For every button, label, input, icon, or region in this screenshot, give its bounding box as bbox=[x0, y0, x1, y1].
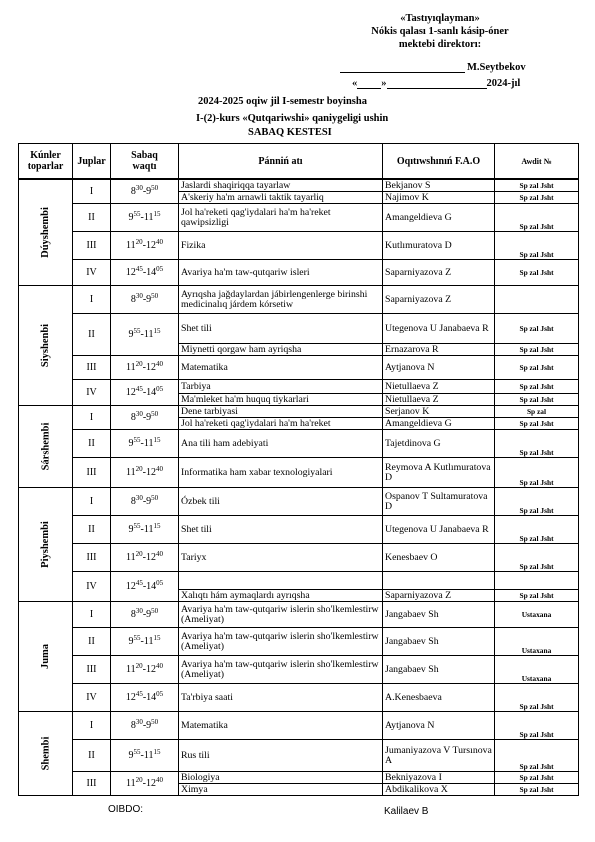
subject-name: Informatika ham xabar texnologiyalari bbox=[179, 458, 383, 488]
pair-number: III bbox=[73, 458, 111, 488]
subject-name: Dene tarbiyasi bbox=[179, 406, 383, 418]
subject-name: Matematika bbox=[179, 356, 383, 380]
teacher-name: Ernazarova R bbox=[383, 344, 495, 356]
table-row bbox=[19, 488, 579, 516]
header-room: Awdit № bbox=[495, 144, 579, 180]
subject-name: Tariyx bbox=[179, 544, 383, 572]
subject-name bbox=[179, 572, 383, 590]
room-number: Sp zal bbox=[495, 406, 579, 418]
table-row bbox=[19, 628, 579, 656]
lesson-time: $9^{55}-11^{15}$ bbox=[111, 314, 179, 356]
lesson-time: $12^{45}-14^{05}$ bbox=[111, 380, 179, 406]
table-row bbox=[19, 356, 579, 380]
pair-number: III bbox=[73, 356, 111, 380]
table-row bbox=[19, 179, 579, 192]
doc-title-course: I-(2)-kurs «Qutqariwshi» qaniygeligi ushin bbox=[196, 113, 389, 124]
table-header-row bbox=[19, 144, 579, 180]
lesson-time: $11^{20}-12^{40}$ bbox=[111, 544, 179, 572]
day-name: Juma bbox=[40, 643, 51, 670]
date-year: 2024-jıl bbox=[486, 78, 521, 89]
lesson-time: $8^{30}-9^{50}$ bbox=[111, 712, 179, 740]
subject-name: Jol ha'reketi qag'iydalari ha'm ha'reket qawipsizligi bbox=[179, 204, 383, 232]
table-row bbox=[19, 260, 579, 286]
table-row bbox=[19, 740, 579, 772]
teacher-name: Abdikalikova X bbox=[383, 784, 495, 796]
room-number bbox=[495, 572, 579, 590]
table-row bbox=[19, 314, 579, 344]
pair-number: II bbox=[73, 740, 111, 772]
subject-name: Avariya ha'm taw-qutqariw isleri bbox=[179, 260, 383, 286]
pair-number: I bbox=[73, 286, 111, 314]
teacher-name: Najimov K bbox=[383, 192, 495, 204]
subject-name: Ximya bbox=[179, 784, 383, 796]
room-number: Sp zal Jsht bbox=[495, 204, 579, 232]
table-row bbox=[19, 516, 579, 544]
teacher-name: Jangabaev Sh bbox=[383, 656, 495, 684]
table-row bbox=[19, 204, 579, 232]
table-row bbox=[19, 406, 579, 418]
teacher-name: Amangeldieva G bbox=[383, 204, 495, 232]
teacher-name: Utegenova U Janabaeva R bbox=[383, 516, 495, 544]
table-row bbox=[19, 572, 579, 590]
teacher-name: Jangabaev Sh bbox=[383, 628, 495, 656]
lesson-time: $9^{55}-11^{15}$ bbox=[111, 516, 179, 544]
pair-number: I bbox=[73, 602, 111, 628]
subject-name: Ma'mleket ha'm huquq tiykarlari bbox=[179, 394, 383, 406]
table-row bbox=[19, 286, 579, 314]
approval-line: mektebi direktorı: bbox=[398, 39, 482, 50]
header-days: Kúnler toparlar bbox=[19, 144, 73, 180]
teacher-name: Utegenova U Janabaeva R bbox=[383, 314, 495, 344]
table-row bbox=[19, 712, 579, 740]
approval-line: «Tastıyıqlayman» bbox=[400, 13, 480, 24]
pair-number: III bbox=[73, 772, 111, 796]
room-number: Sp zal Jsht bbox=[495, 179, 579, 192]
subject-name: Tarbiya bbox=[179, 380, 383, 394]
room-number: Sp zal Jsht bbox=[495, 740, 579, 772]
document-header bbox=[0, 0, 595, 140]
pair-number: II bbox=[73, 516, 111, 544]
header-pairs: Juplar bbox=[73, 144, 111, 180]
pair-number: IV bbox=[73, 260, 111, 286]
schedule-body bbox=[19, 179, 579, 796]
subject-name: Ana tili ham adebiyati bbox=[179, 430, 383, 458]
table-row bbox=[19, 772, 579, 784]
table-row bbox=[19, 656, 579, 684]
lesson-time: $11^{20}-12^{40}$ bbox=[111, 772, 179, 796]
day-name: Dúyshembi bbox=[39, 207, 51, 258]
subject-name: Fizika bbox=[179, 232, 383, 260]
day-name-cell bbox=[19, 602, 73, 712]
pair-number: I bbox=[73, 712, 111, 740]
lesson-time: $12^{45}-14^{05}$ bbox=[111, 260, 179, 286]
doc-title-semester: 2024-2025 oqiw jil I-semestr boyinsha bbox=[198, 96, 367, 107]
room-number: Sp zal Jsht bbox=[495, 418, 579, 430]
room-number: Sp zal Jsht bbox=[495, 344, 579, 356]
subject-name: Jol ha'reketi qag'iydalari ha'm ha'reket bbox=[179, 418, 383, 430]
lesson-time: $8^{30}-9^{50}$ bbox=[111, 406, 179, 430]
pair-number: II bbox=[73, 430, 111, 458]
signature-rule bbox=[340, 62, 465, 73]
room-number: Sp zal Jsht bbox=[495, 314, 579, 344]
lesson-time: $9^{55}-11^{15}$ bbox=[111, 430, 179, 458]
subject-name: Ayrıqsha jağdaylardan jábirlengenlerge birinshi medicinalıq járdem kórsetiw bbox=[179, 286, 383, 314]
subject-name: Matematika bbox=[179, 712, 383, 740]
room-number: Sp zal Jsht bbox=[495, 684, 579, 712]
table-row bbox=[19, 380, 579, 394]
subject-name: Xalıqtı hám aymaqlardı ayrıqsha bbox=[179, 590, 383, 602]
day-name: Shembi bbox=[40, 736, 51, 771]
table-row bbox=[19, 544, 579, 572]
day-name-cell bbox=[19, 179, 73, 286]
pair-number: III bbox=[73, 232, 111, 260]
room-number: Sp zal Jsht bbox=[495, 488, 579, 516]
pair-number: IV bbox=[73, 572, 111, 602]
lesson-time: $8^{30}-9^{50}$ bbox=[111, 488, 179, 516]
pair-number: I bbox=[73, 406, 111, 430]
subject-name: Ózbek tili bbox=[179, 488, 383, 516]
day-name: Siyshenbi bbox=[39, 323, 51, 368]
teacher-name: Ospanov T Sultamuratova D bbox=[383, 488, 495, 516]
room-number: Sp zal Jsht bbox=[495, 380, 579, 394]
subject-name: Shet tili bbox=[179, 314, 383, 344]
pair-number: IV bbox=[73, 684, 111, 712]
subject-name: Biologiya bbox=[179, 772, 383, 784]
room-number: Sp zal Jsht bbox=[495, 430, 579, 458]
pair-number: IV bbox=[73, 380, 111, 406]
room-number: Ustaxana bbox=[495, 602, 579, 628]
pair-number: III bbox=[73, 544, 111, 572]
footer-oibdo-label: OIBDO: bbox=[108, 804, 144, 815]
table-row bbox=[19, 602, 579, 628]
table-row bbox=[19, 684, 579, 712]
teacher-name: Saparniyazova Z bbox=[383, 590, 495, 602]
pair-number: I bbox=[73, 488, 111, 516]
teacher-name: Saparniyazova Z bbox=[383, 260, 495, 286]
director-name: M.Seytbekov bbox=[467, 62, 526, 73]
header-subject: Pánniń atı bbox=[179, 144, 383, 180]
schedule-table bbox=[18, 143, 579, 796]
subject-name: Avariya ha'm taw-qutqariw islerin sho'lkemlestirw (Ameliyat) bbox=[179, 602, 383, 628]
room-number: Sp zal Jsht bbox=[495, 590, 579, 602]
teacher-name: Serjanov K bbox=[383, 406, 495, 418]
day-name-cell bbox=[19, 286, 73, 406]
header-teacher: Oqıtıwshınıń F.A.O bbox=[383, 144, 495, 180]
room-number: Ustaxana bbox=[495, 628, 579, 656]
teacher-name: A.Kenesbaeva bbox=[383, 684, 495, 712]
approval-date-line bbox=[352, 78, 520, 89]
teacher-name bbox=[383, 572, 495, 590]
room-number bbox=[495, 286, 579, 314]
day-name-cell bbox=[19, 406, 73, 488]
pair-number: II bbox=[73, 314, 111, 356]
date-quote-open: « bbox=[352, 78, 358, 89]
approval-block bbox=[340, 12, 540, 51]
approval-line: Nókis qalası 1-sanlı kásip-óner bbox=[371, 26, 509, 37]
table-row bbox=[19, 232, 579, 260]
day-name-cell bbox=[19, 712, 73, 796]
date-quote-close: » bbox=[381, 78, 387, 89]
room-number: Sp zal Jsht bbox=[495, 516, 579, 544]
lesson-time: $11^{20}-12^{40}$ bbox=[111, 458, 179, 488]
footer-signer-name: Kalilaev B bbox=[384, 806, 429, 817]
director-signature-line bbox=[340, 62, 545, 73]
pair-number: II bbox=[73, 628, 111, 656]
table-row bbox=[19, 458, 579, 488]
lesson-time: $8^{30}-9^{50}$ bbox=[111, 286, 179, 314]
teacher-name: Amangeldieva G bbox=[383, 418, 495, 430]
room-number: Ustaxana bbox=[495, 656, 579, 684]
lesson-time: $11^{20}-12^{40}$ bbox=[111, 232, 179, 260]
room-number: Sp zal Jsht bbox=[495, 784, 579, 796]
teacher-name: Bekjanov S bbox=[383, 179, 495, 192]
teacher-name: Bekniyazova I bbox=[383, 772, 495, 784]
subject-name: Ta'rbiya saati bbox=[179, 684, 383, 712]
room-number: Sp zal Jsht bbox=[495, 192, 579, 204]
day-name: Sárshembi bbox=[40, 422, 51, 471]
day-name-cell bbox=[19, 488, 73, 602]
subject-name: Miynetti qorgaw ham ayriqsha bbox=[179, 344, 383, 356]
teacher-name: Kutlımuratova D bbox=[383, 232, 495, 260]
teacher-name: Aytjanova N bbox=[383, 712, 495, 740]
lesson-time: $11^{20}-12^{40}$ bbox=[111, 356, 179, 380]
header-time: Sabaq waqtı bbox=[111, 144, 179, 180]
lesson-time: $9^{55}-11^{15}$ bbox=[111, 204, 179, 232]
teacher-name: Reymova A Kutlımuratova D bbox=[383, 458, 495, 488]
subject-name: A'skeriy ha'm arnawli taktik tayarliq bbox=[179, 192, 383, 204]
subject-name: Jaslardi shaqiriqqa tayarlaw bbox=[179, 179, 383, 192]
room-number: Sp zal Jsht bbox=[495, 260, 579, 286]
room-number: Sp zal Jsht bbox=[495, 394, 579, 406]
date-day-rule bbox=[357, 78, 381, 89]
room-number: Sp zal Jsht bbox=[495, 232, 579, 260]
subject-name: Avariya ha'm taw-qutqariw islerin sho'lkemlestirw (Ameliyat) bbox=[179, 628, 383, 656]
table-row bbox=[19, 430, 579, 458]
pair-number: III bbox=[73, 656, 111, 684]
room-number: Sp zal Jsht bbox=[495, 356, 579, 380]
subject-name: Rus tili bbox=[179, 740, 383, 772]
day-name: Piyshembi bbox=[39, 521, 51, 568]
date-month-rule bbox=[387, 78, 487, 89]
lesson-time: $8^{30}-9^{50}$ bbox=[111, 602, 179, 628]
teacher-name: Jangabaev Sh bbox=[383, 602, 495, 628]
teacher-name: Jumaniyazova V Tursınova A bbox=[383, 740, 495, 772]
subject-name: Avariya ha'm taw-qutqariw islerin sho'lkemlestirw (Ameliyat) bbox=[179, 656, 383, 684]
lesson-time: $12^{45}-14^{05}$ bbox=[111, 572, 179, 602]
teacher-name: Nietullaeva Z bbox=[383, 380, 495, 394]
room-number: Sp zal Jsht bbox=[495, 544, 579, 572]
teacher-name: Saparniyazova Z bbox=[383, 286, 495, 314]
room-number: Sp zal Jsht bbox=[495, 712, 579, 740]
lesson-time: $9^{55}-11^{15}$ bbox=[111, 628, 179, 656]
subject-name: Shet tili bbox=[179, 516, 383, 544]
teacher-name: Aytjanova N bbox=[383, 356, 495, 380]
lesson-time: $9^{55}-11^{15}$ bbox=[111, 740, 179, 772]
teacher-name: Tajetdinova G bbox=[383, 430, 495, 458]
lesson-time: $11^{20}-12^{40}$ bbox=[111, 656, 179, 684]
lesson-time: $8^{30}-9^{50}$ bbox=[111, 179, 179, 204]
doc-title-main: SABAQ KESTESI bbox=[248, 127, 332, 138]
pair-number: II bbox=[73, 204, 111, 232]
teacher-name: Nietullaeva Z bbox=[383, 394, 495, 406]
lesson-time: $12^{45}-14^{05}$ bbox=[111, 684, 179, 712]
teacher-name: Kenesbaev O bbox=[383, 544, 495, 572]
pair-number: I bbox=[73, 179, 111, 204]
room-number: Sp zal Jsht bbox=[495, 772, 579, 784]
room-number: Sp zal Jsht bbox=[495, 458, 579, 488]
